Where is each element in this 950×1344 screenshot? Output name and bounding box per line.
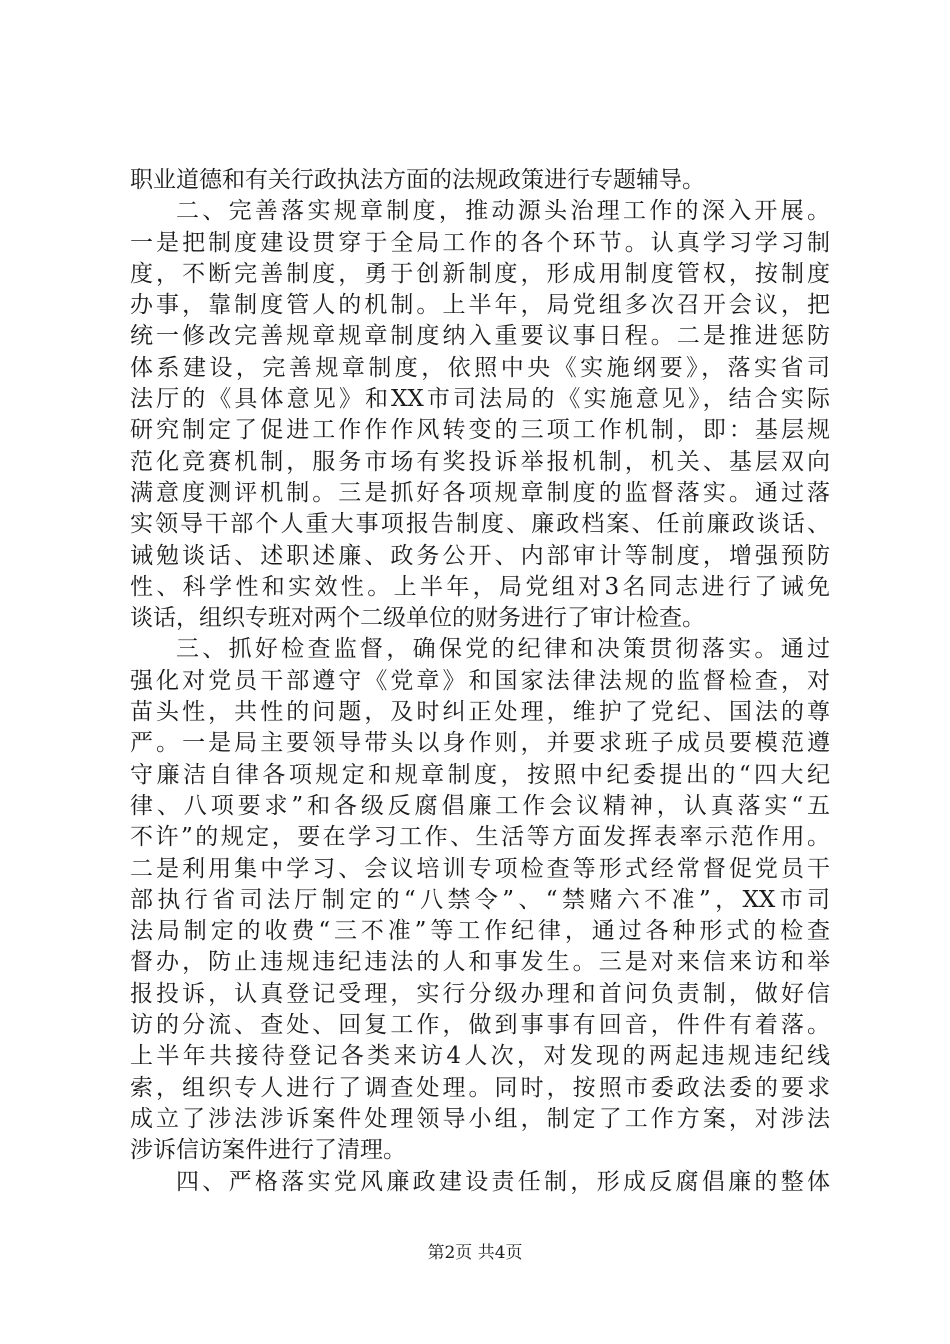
text-line: 四、严格落实党风廉政建设责任制，形成反腐倡廉的整体 — [176, 1168, 830, 1195]
text-line: 部执行省司法厅制定的“八禁令”、“禁赌六不准”，XX市司 — [130, 886, 830, 913]
text-line: 不许”的规定，要在学习工作、生活等方面发挥表率示范作用。 — [130, 824, 830, 851]
text-line: 上半年共接待登记各类来访4人次，对发现的两起违规违纪线 — [130, 1043, 830, 1070]
text-line: 律、八项要求”和各级反腐倡廉工作会议精神，认真落实“五 — [130, 792, 830, 819]
text-line: 度，不断完善制度，勇于创新制度，形成用制度管权，按制度 — [130, 260, 830, 287]
text-line: 访的分流、查处、回复工作，做到事事有回音，件件有着落。 — [130, 1012, 830, 1039]
text-line: 统一修改完善规章规章制度纳入重要议事日程。二是推进惩防 — [130, 323, 830, 350]
text-line: 严。一是局主要领导带头以身作则，并要求班子成员要模范遵 — [130, 730, 830, 757]
text-line: 二是利用集中学习、会议培训专项检查等形式经常督促党员干 — [130, 855, 830, 882]
page-footer: 第2页 共4页 — [427, 1243, 523, 1263]
text-line: 研究制定了促进工作作作风转变的三项工作机制，即：基层规 — [130, 417, 830, 444]
text-line: 范化竞赛机制，服务市场有奖投诉举报机制，机关、基层双向 — [130, 448, 830, 475]
text-line: 性、科学性和实效性。上半年，局党组对3名同志进行了诫免 — [130, 573, 830, 600]
text-line: 守廉洁自律各项规定和规章制度，按照中纪委提出的“四大纪 — [130, 761, 830, 788]
text-line: 法厅的《具体意见》和XX市司法局的《实施意见》，结合实际 — [130, 386, 830, 413]
text-line: 报投诉，认真登记受理，实行分级办理和首问负责制，做好信 — [130, 980, 830, 1007]
text-line: 法局制定的收费“三不准”等工作纪律，通过各种形式的检查 — [130, 918, 830, 945]
text-line: 索，组织专人进行了调查处理。同时，按照市委政法委的要求 — [130, 1074, 830, 1101]
text-line: 实领导干部个人重大事项报告制度、廉政档案、任前廉政谈话、 — [130, 511, 830, 538]
text-line: 一是把制度建设贯穿于全局工作的各个环节。认真学习学习制 — [130, 229, 830, 256]
text-line: 涉诉信访案件进行了清理。 — [130, 1137, 406, 1164]
text-line: 苗头性，共性的问题，及时纠正处理，维护了党纪、国法的尊 — [130, 699, 830, 726]
text-line: 督办，防止违规违纪违法的人和事发生。三是对来信来访和举 — [130, 949, 830, 976]
document-body — [130, 165, 830, 1198]
text-line: 强化对党员干部遵守《党章》和国家法律法规的监督检查，对 — [130, 667, 830, 694]
text-line: 诫勉谈话、述职述廉、政务公开、内部审计等制度，增强预防 — [130, 542, 830, 569]
text-line: 职业道德和有关行政执法方面的法规政策进行专题辅导。 — [130, 167, 705, 193]
text-line: 办事，靠制度管人的机制。上半年，局党组多次召开会议，把 — [130, 292, 830, 319]
text-line: 二、完善落实规章制度，推动源头治理工作的深入开展。 — [176, 198, 830, 225]
text-line: 体系建设，完善规章制度，依照中央《实施纲要》，落实省司 — [130, 354, 830, 381]
text-line: 谈话，组织专班对两个二级单位的财务进行了审计检查。 — [130, 605, 705, 632]
text-line: 三、抓好检查监督，确保党的纪律和决策贯彻落实。通过 — [176, 636, 830, 663]
text-line: 成立了涉法涉诉案件处理领导小组，制定了工作方案，对涉法 — [130, 1105, 830, 1132]
text-line: 满意度测评机制。三是抓好各项规章制度的监督落实。通过落 — [130, 479, 830, 506]
